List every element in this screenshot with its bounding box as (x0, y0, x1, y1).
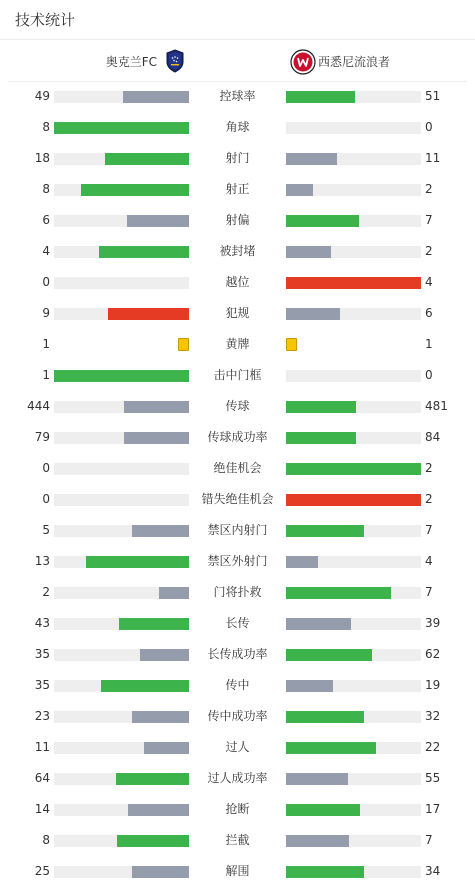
stats-header (0, 0, 475, 40)
home-bar-track (54, 91, 189, 103)
stat-row (0, 329, 475, 360)
home-bar-track (54, 432, 189, 444)
away-stat-value: 0 (425, 368, 433, 382)
stat-label: 长传成功率 (207, 647, 268, 661)
away-bar-fill (286, 711, 364, 723)
stat-label: 传中成功率 (207, 709, 268, 723)
away-stat-value: 7 (425, 833, 433, 847)
away-stat-value: 17 (425, 802, 441, 816)
away-bar-fill (286, 494, 421, 506)
home-bar-track (54, 556, 189, 568)
away-stat-value: 2 (425, 492, 433, 506)
home-stat-value: 0 (42, 492, 50, 506)
stat-label: 长传 (225, 616, 250, 630)
stat-label: 传球 (225, 399, 250, 413)
home-bar-track (54, 215, 189, 227)
stat-row (0, 515, 475, 546)
home-stat-value: 4 (42, 244, 50, 258)
stat-row (0, 484, 475, 515)
stat-row (0, 794, 475, 825)
home-bar-fill (124, 401, 189, 413)
stat-row (0, 391, 475, 422)
home-bar-track (54, 277, 189, 289)
home-bar-fill (116, 773, 189, 785)
home-bar-track (54, 494, 189, 506)
away-stat-value: 7 (425, 585, 433, 599)
away-bar-track (286, 866, 421, 878)
stat-label: 错失绝佳机会 (201, 492, 274, 506)
yellow-card-icon (286, 338, 297, 351)
home-stat-value: 0 (42, 461, 50, 475)
away-stat-value: 34 (425, 864, 441, 878)
stat-row (0, 422, 475, 453)
away-stat-value: 51 (425, 89, 441, 103)
away-stat-value: 0 (425, 120, 433, 134)
home-bar-fill (105, 153, 189, 165)
away-bar-fill (286, 742, 376, 754)
home-bar-fill (117, 835, 189, 847)
home-bar-track (54, 184, 189, 196)
home-bar-track (54, 463, 189, 475)
home-stat-value: 79 (34, 430, 50, 444)
home-stat-value: 8 (42, 182, 50, 196)
away-bar-fill (286, 587, 391, 599)
away-bar-track (286, 835, 421, 847)
away-stat-value: 7 (425, 523, 433, 537)
stat-row (0, 236, 475, 267)
home-stat-value: 49 (34, 89, 50, 103)
stat-row (0, 577, 475, 608)
home-stat-value: 13 (34, 554, 50, 568)
home-bar-track (54, 122, 189, 134)
home-bar-track (54, 835, 189, 847)
home-stat-value: 18 (34, 151, 50, 165)
away-bar-fill (286, 804, 360, 816)
stat-row (0, 701, 475, 732)
away-bar-track (286, 277, 421, 289)
stat-label: 越位 (225, 275, 250, 289)
stat-row (0, 112, 475, 143)
away-bar-fill (286, 432, 356, 444)
page-title: 技术统计 (15, 11, 76, 29)
home-bar-fill (132, 711, 189, 723)
away-stat-value: 55 (425, 771, 441, 785)
away-bar-track (286, 91, 421, 103)
away-bar-fill (286, 308, 340, 320)
home-bar-track (54, 742, 189, 754)
away-bar-track (286, 773, 421, 785)
away-bar-track (286, 370, 421, 382)
away-bar-fill (286, 556, 318, 568)
away-stat-value: 22 (425, 740, 441, 754)
stats-list (0, 81, 475, 887)
away-stat-value: 2 (425, 461, 433, 475)
stat-label: 拦截 (225, 833, 250, 847)
away-bar-track (286, 122, 421, 134)
away-bar-fill (286, 401, 356, 413)
away-stat-value: 11 (425, 151, 441, 165)
home-bar-track (54, 711, 189, 723)
home-bar-fill (54, 370, 189, 382)
home-stat-value: 5 (42, 523, 50, 537)
stat-label: 黄牌 (225, 337, 250, 351)
away-bar-track (286, 556, 421, 568)
away-bar-fill (286, 153, 337, 165)
away-stat-value: 2 (425, 244, 433, 258)
away-stat-value: 32 (425, 709, 441, 723)
home-bar-track (54, 401, 189, 413)
away-bar-fill (286, 618, 351, 630)
away-stat-value: 39 (425, 616, 441, 630)
teams-bar (8, 40, 467, 82)
away-bar-track (286, 215, 421, 227)
home-stat-value: 35 (34, 647, 50, 661)
home-bar-fill (144, 742, 189, 754)
away-stat-value: 6 (425, 306, 433, 320)
away-bar-track (286, 432, 421, 444)
home-bar-track (54, 370, 189, 382)
stat-row (0, 81, 475, 112)
away-bar-fill (286, 215, 359, 227)
stat-row (0, 608, 475, 639)
stat-row (0, 856, 475, 887)
home-stat-value: 8 (42, 833, 50, 847)
stat-row (0, 546, 475, 577)
home-bar-track (54, 680, 189, 692)
away-bar-track (286, 184, 421, 196)
home-bar-fill (127, 215, 189, 227)
stat-row (0, 453, 475, 484)
home-bar-fill (54, 122, 189, 134)
stat-label: 被封堵 (219, 244, 256, 258)
stat-label: 抢断 (225, 802, 250, 816)
home-bar-fill (159, 587, 189, 599)
stat-label: 禁区外射门 (207, 554, 268, 568)
away-bar-fill (286, 184, 313, 196)
home-stat-value: 25 (34, 864, 50, 878)
stat-label: 犯规 (225, 306, 250, 320)
away-stat-value: 4 (425, 275, 433, 289)
stat-label: 绝佳机会 (213, 461, 262, 475)
home-bar-track (54, 773, 189, 785)
away-bar-fill (286, 91, 355, 103)
away-stat-value: 481 (425, 399, 448, 413)
stat-label: 控球率 (219, 89, 256, 103)
home-bar-fill (132, 866, 189, 878)
home-bar-track (54, 866, 189, 878)
away-bar-track (286, 618, 421, 630)
home-stat-value: 35 (34, 678, 50, 692)
away-bar-track (286, 494, 421, 506)
away-bar-track (286, 401, 421, 413)
away-bar-track (286, 308, 421, 320)
away-stat-value: 7 (425, 213, 433, 227)
home-stat-value: 64 (34, 771, 50, 785)
stat-row (0, 267, 475, 298)
home-bar-fill (132, 525, 189, 537)
home-bar-track (54, 246, 189, 258)
stat-label: 射门 (225, 151, 250, 165)
home-bar-fill (81, 184, 189, 196)
home-bar-track (54, 308, 189, 320)
home-stat-value: 1 (42, 368, 50, 382)
home-stat-value: 2 (42, 585, 50, 599)
auckland-fc-crest-icon (163, 49, 187, 73)
away-bar-fill (286, 649, 372, 661)
home-team (106, 40, 187, 82)
away-bar-fill (286, 773, 348, 785)
home-bar-track (54, 587, 189, 599)
home-bar-fill (108, 308, 189, 320)
away-bar-track (286, 742, 421, 754)
away-bar-fill (286, 835, 349, 847)
away-bar-fill (286, 680, 333, 692)
stat-row (0, 763, 475, 794)
away-bar-fill (286, 246, 331, 258)
stat-label: 传中 (225, 678, 250, 692)
stat-label: 门将扑救 (213, 585, 262, 599)
stat-row (0, 143, 475, 174)
western-sydney-wanderers-crest-icon (290, 49, 314, 73)
stat-row (0, 670, 475, 701)
stat-label: 禁区内射门 (207, 523, 268, 537)
away-bar-track (286, 246, 421, 258)
away-bar-fill (286, 866, 364, 878)
stat-label: 射偏 (225, 213, 250, 227)
away-stat-value: 1 (425, 337, 433, 351)
home-bar-track (54, 618, 189, 630)
away-stat-value: 2 (425, 182, 433, 196)
home-bar-fill (99, 246, 189, 258)
away-bar-track (286, 711, 421, 723)
home-bar-track (54, 804, 189, 816)
stat-label: 射正 (225, 182, 250, 196)
away-stat-value: 84 (425, 430, 441, 444)
stat-label: 过人 (225, 740, 250, 754)
stat-row (0, 639, 475, 670)
stat-row (0, 205, 475, 236)
home-bar-fill (86, 556, 189, 568)
away-team (290, 40, 390, 82)
stat-label: 角球 (225, 120, 250, 134)
home-bar-fill (124, 432, 189, 444)
away-bar-track (286, 680, 421, 692)
stat-row (0, 732, 475, 763)
away-stat-value: 62 (425, 647, 441, 661)
stat-row (0, 360, 475, 391)
away-bar-track (286, 804, 421, 816)
away-bar-track (286, 153, 421, 165)
away-stat-value: 19 (425, 678, 441, 692)
home-bar-track (54, 649, 189, 661)
away-bar-track (286, 587, 421, 599)
away-bar-fill (286, 525, 364, 537)
home-stat-value: 1 (42, 337, 50, 351)
home-stat-value: 6 (42, 213, 50, 227)
home-bar-track (54, 525, 189, 537)
stat-row (0, 825, 475, 856)
home-stat-value: 9 (42, 306, 50, 320)
away-bar-track (286, 463, 421, 475)
home-bar-fill (101, 680, 189, 692)
home-bar-fill (128, 804, 189, 816)
stat-label: 解围 (225, 864, 250, 878)
home-stat-value: 11 (34, 740, 50, 754)
away-bar-track (286, 649, 421, 661)
home-bar-track (54, 153, 189, 165)
away-bar-fill (286, 277, 421, 289)
home-bar-fill (123, 91, 189, 103)
home-stat-value: 43 (34, 616, 50, 630)
home-stat-value: 0 (42, 275, 50, 289)
away-stat-value: 4 (425, 554, 433, 568)
stat-label: 传球成功率 (207, 430, 268, 444)
home-stat-value: 444 (27, 399, 50, 413)
home-bar-fill (140, 649, 189, 661)
home-bar-fill (119, 618, 189, 630)
away-team-name: 西悉尼流浪者 (318, 54, 391, 69)
stat-label: 击中门框 (213, 368, 262, 382)
home-stat-value: 14 (34, 802, 50, 816)
away-bar-track (286, 525, 421, 537)
stat-row (0, 298, 475, 329)
yellow-card-icon (178, 338, 189, 351)
stat-row (0, 174, 475, 205)
home-team-name: 奥克兰FC (105, 54, 157, 69)
home-stat-value: 8 (42, 120, 50, 134)
home-stat-value: 23 (34, 709, 50, 723)
away-bar-fill (286, 463, 421, 475)
stat-label: 过人成功率 (207, 771, 268, 785)
